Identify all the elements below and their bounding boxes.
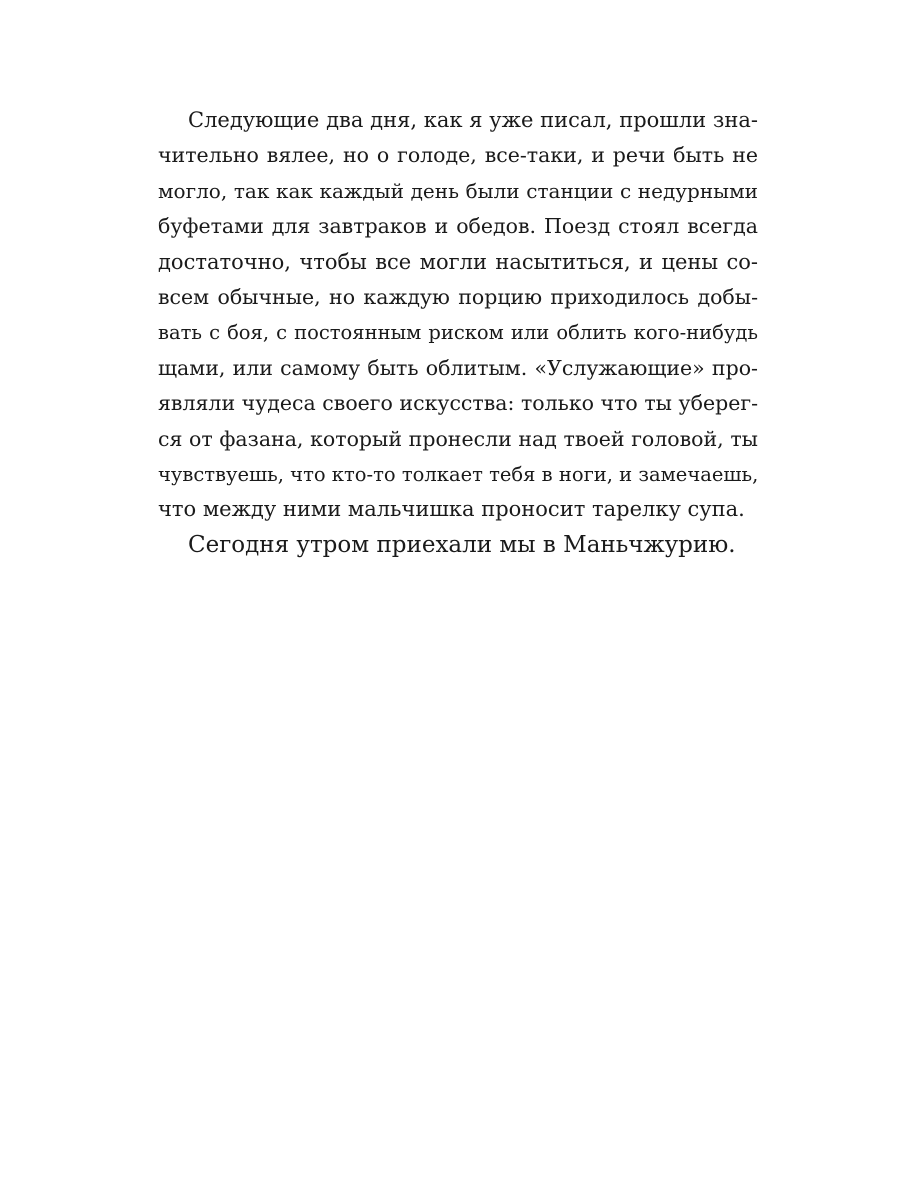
text-line: могло, так как каждый день были станции с недурными — [158, 178, 758, 203]
text-line: вать с боя, с постоянным риском или облить кого-нибудь — [158, 321, 758, 345]
text-line: буфетами для завтраков и обедов. Поезд стоял всегда — [158, 214, 758, 239]
text-line: что между ними мальчишка проносит тарелку супа. — [158, 497, 745, 522]
paragraph-2 — [158, 528, 758, 563]
text-line: всем обычные, но каждую порцию приходилось добы- — [158, 284, 758, 309]
text-line: щами, или самому быть облитым. «Услужающие» про- — [158, 355, 758, 380]
text-line: чительно вялее, но о голоде, все-таки, и речи быть не — [158, 143, 758, 168]
text-line: являли чудеса своего искусства: только что ты уберег- — [158, 391, 758, 416]
paragraph-1 — [158, 103, 758, 528]
text-line: Сегодня утром приехали мы в Маньчжурию. — [188, 531, 736, 558]
text-line: чувствуешь, что кто-то толкает тебя в ноги, и замечаешь, — [158, 462, 759, 486]
body-text — [158, 103, 758, 563]
text-line: достаточно, чтобы все могли насытиться, и цены со- — [158, 249, 758, 274]
text-line: Следующие два дня, как я уже писал, прошли зна- — [188, 108, 758, 132]
text-line: ся от фазана, который пронесли над твоей головой, ты — [158, 426, 758, 451]
